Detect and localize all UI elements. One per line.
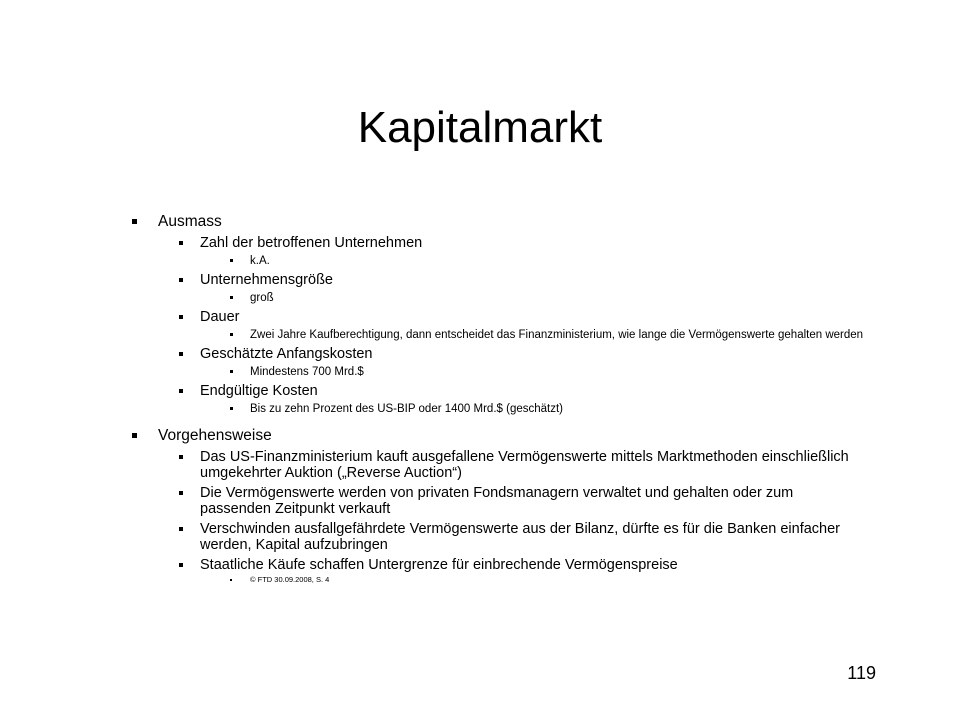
sub-list-item-label: groß bbox=[250, 292, 274, 304]
square-bullet-icon bbox=[132, 433, 137, 438]
section-vorgehensweise bbox=[128, 426, 868, 445]
section-ausmass bbox=[128, 212, 868, 231]
sub-list-item-label: Zwei Jahre Kaufberechtigung, dann entscheidet das Finanzministerium, wie lange die Vermögenswerte gehalten werden bbox=[250, 329, 864, 341]
square-bullet-icon bbox=[179, 455, 183, 459]
list-item bbox=[128, 383, 868, 399]
list-item-label: Zahl der betroffenen Unternehmen bbox=[200, 235, 423, 251]
list-item bbox=[128, 346, 868, 362]
sub-list-item bbox=[128, 365, 868, 379]
list-item-label: Endgültige Kosten bbox=[200, 383, 318, 399]
sub-list-item bbox=[128, 291, 868, 305]
list-item bbox=[128, 449, 868, 481]
sub-list-item-label: Bis zu zehn Prozent des US-BIP oder 1400 Mrd.$ (geschätzt) bbox=[250, 403, 563, 415]
section-label: Vorgehensweise bbox=[158, 427, 272, 444]
list-item bbox=[128, 521, 868, 553]
list-item-label: Das US-Finanzministerium kauft ausgefallene Vermögenswerte mittels Marktmethoden einschließlich umgekehrter Auktion („Reverse Auction“) bbox=[200, 449, 849, 481]
square-bullet-icon bbox=[132, 219, 137, 224]
list-item-label: Dauer bbox=[200, 309, 240, 325]
square-bullet-icon bbox=[179, 491, 183, 495]
source-citation-label: © FTD 30.09.2008, S. 4 bbox=[250, 575, 330, 584]
sub-list-item-label: Mindestens 700 Mrd.$ bbox=[250, 366, 364, 378]
square-bullet-icon bbox=[230, 259, 233, 262]
square-bullet-icon bbox=[179, 563, 183, 567]
list-item-label: Geschätzte Anfangskosten bbox=[200, 346, 373, 362]
sub-list-item-label: k.A. bbox=[250, 255, 270, 267]
square-bullet-icon bbox=[230, 333, 233, 336]
sub-list-item bbox=[128, 328, 868, 342]
square-bullet-icon bbox=[179, 315, 183, 319]
square-bullet-icon bbox=[179, 352, 183, 356]
list-item-label: Staatliche Käufe schaffen Untergrenze für einbrechende Vermögenspreise bbox=[200, 557, 678, 573]
list-item bbox=[128, 235, 868, 251]
square-bullet-icon bbox=[230, 579, 232, 581]
list-item bbox=[128, 557, 868, 573]
sub-list-item bbox=[128, 254, 868, 268]
square-bullet-icon bbox=[179, 389, 183, 393]
list-item bbox=[128, 309, 868, 325]
square-bullet-icon bbox=[179, 527, 183, 531]
square-bullet-icon bbox=[179, 278, 183, 282]
slide-content bbox=[128, 208, 868, 585]
sub-list-item bbox=[128, 402, 868, 416]
list-item-label: Die Vermögenswerte werden von privaten Fondsmanagern verwaltet und gehalten oder zum passenden Zeitpunkt verkauft bbox=[200, 485, 794, 517]
square-bullet-icon bbox=[230, 296, 233, 299]
slide-title: Kapitalmarkt bbox=[357, 103, 603, 152]
list-item bbox=[128, 485, 868, 517]
list-item bbox=[128, 272, 868, 288]
square-bullet-icon bbox=[230, 370, 233, 373]
list-item-label: Unternehmensgröße bbox=[200, 272, 333, 288]
page-number: 119 bbox=[847, 663, 876, 683]
square-bullet-icon bbox=[179, 241, 183, 245]
section-label: Ausmass bbox=[158, 213, 222, 230]
square-bullet-icon bbox=[230, 407, 233, 410]
list-item-label: Verschwinden ausfallgefährdete Vermögenswerte aus der Bilanz, dürfte es für die Banken einfacher werden, Kapital aufzubringen bbox=[200, 521, 840, 553]
source-citation bbox=[128, 575, 868, 585]
